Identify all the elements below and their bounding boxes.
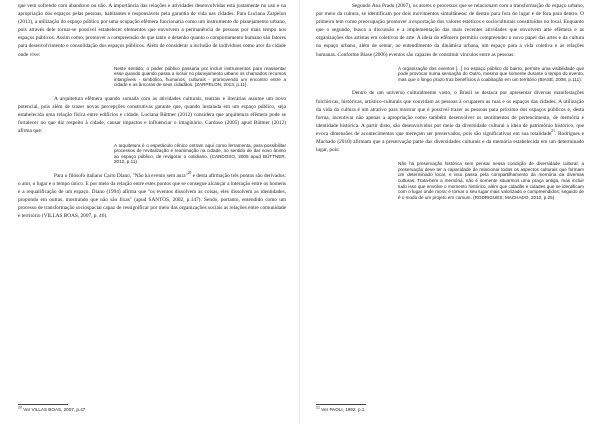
footnote-divider bbox=[316, 404, 366, 405]
block-quote: A arquitetura é o espetáculo cênico entram aqui como ferramenta, para possibilitar processos de revitalização e reanimação na cidade, no sentido de dar novo ânimo ao espaço público, de revigorar o cotidiano. (CARDOSO, 2005 apud BÜTTNER, 2012, p.11). bbox=[114, 142, 286, 165]
right-page bbox=[300, 0, 600, 424]
paragraph-text: . Rodrigues e Machado (2010) afirmam que a preservação parte das diversidades culturais e da memória estabelecida em um determinado lugar, pois: bbox=[316, 130, 584, 154]
body-paragraph: A arquitetura efêmera quando somada com as atividades culturais, teatrais e literárias assume um novo potencial, pois além de trazer novas percepções construtivas garante que, quando instalada em um espaço público, seja estabelecida uma relação física entre edifícios e cidade. Luciana Büttner (2012) considera que arquitetura efêmera pode se fortalecer no que diz respeito à cidade, causar impactos e influenciar o imaginário. Cardoso (2005) apud Büttner (2012) afirma que: bbox=[18, 96, 286, 135]
block-quote: Não há preservação histórica sem pensar nessa condição de diversidade cultural; a preservação deve ter a capacidade de relacionar todas os aspectos culturais que formam um determinado local, e isso passa pela compartilhamento da memória da diversas culturas. Trata-bem a memória, não é somente situarmos uma praça antiga, mas incluir tudo isso que envolve o momento histórico, além que cidadãs e cidades que se identificam com o lugar onde mora; é tornar o seu lugar mais valorizado e compreendidos; seguido de é o modo de um projeto em comum. (RODRIGUES; MACHADO, 2010, p.25) bbox=[398, 161, 584, 200]
block-quote: A organização dos eventos [...] no espaço público do bairro, permite uma visibilidade que pode provocar numa sensação do Outro, mesmo que somente durante o tempo do evento, mas que o longo prazo traz benefícios à coabitação em um território (BIASE, 2006, p.111). bbox=[398, 65, 584, 82]
footnote-number: 20 bbox=[18, 405, 22, 410]
footnote bbox=[316, 407, 364, 413]
body-paragraph bbox=[18, 172, 286, 221]
body-paragraph: que vem sofrendo com abandono ou não. A importância das relações e atividades desenvolvidas está justamente no uso e na apropriação dos espaços pelas pessoas, habitantes e responsáveis pela garantia de vida nas cidades. Para Luciana Zarpelon (2013), a utilização do espaço público por uma ocupação efêmera funcionaria como um instrumento do planejamento urbano, pois através dele tornar-se possível estabelecer elementos que envolvem a permanência de pessoas por mais tempo nos espaços públicos. Assim como, promover a compreensão de que tanto o desenho quanto o comportamento humano são fatores para desenvolvimento e consolidação dos espaços públicos. Além de considerar a inclusão de indivíduos como ator da cidade onde vive: bbox=[18, 3, 286, 58]
footnote-divider bbox=[18, 404, 68, 405]
paragraph-text: Dentro de um universo culturalmente vasto, o Brasil se destaca por apresentar diversas manifestações folclóricas, históricas, artístico-culturais que convidam as pessoas à ocuparem as ruas e os espaços das cidades. A utilização da vida da cultura é um atrativo para mostrar que é possível trazer as pessoas para próximo dos espaços públicos e, desta forma, incentivar não apenas a apropriação como também desenvolver os sentimentos de pertencimento, de memória e identidade histórica. A partir disto, são desenvolvidos por meio da diversidade cultural a ideia de patrimônio histórico, que evoca dimensões de acontecimentos que mereçam ser preservados, pois são significativos em sua totalidade bbox=[316, 90, 584, 137]
paragraph-text: e desta afirmação três pontos são derivados: o ator, o lugar e o tempo único. E por meio da relação entre estes pontos que se consegue alcançar a interação entre os homens e a requalificação de um espaço. Diano (1994) afirma que "os eventos dissolvem as coisas, eles dissolvem as identidades, propondo em outras, mostrando que não são fixas" (apud SANTOS, 2002, p.147). Sendo, portanto, entendido como um processo de transformação sociospacial capaz de ressignificar por meio das organizações sociais as relações entre comunidade e território (VILLAS BOAS, 2007, p. 46). bbox=[18, 172, 287, 220]
footnote-ref[interactable]: 21 bbox=[551, 129, 555, 134]
footnote-ref[interactable]: 20 bbox=[187, 171, 192, 176]
paragraph-text: Para o filósofo italiano Carlo Diano, "Não há evento sem aura" bbox=[54, 172, 188, 179]
footnote-number: 21 bbox=[316, 405, 320, 410]
footnote bbox=[18, 407, 85, 413]
footnote-text: Ver VILLAS BOAS, 2007, p.47 bbox=[22, 407, 86, 412]
body-paragraph bbox=[316, 89, 584, 154]
footnote-text: Ver PAOLI, 1992, p.1 bbox=[320, 407, 365, 412]
body-paragraph: Segundo Ana Prado (2007), os atores e processos que se relacionam com a transformação do espaço urbano, por meio da cultura, se identificam por dois movimentos simultâneos: de dentro para fora do lugar e de fora para dentro. O primeiro tem como preocupação promover a exportação dos valores estéticos e socioculturais constituídos no local. Enquanto que o segundo, busca a discussão e a implementação das mais recentes atividades que envolvem arte efêmera e as organizações dos artistas em coletivos de arte. A ideia do efêmero permitiu compreender o novo papel das artes e da cultura no espaço urbano, além de sentar, ao entendimento da dinâmica urbana, um espaço para a vida coletiva e as relações humanas. Conforme Biase (2006) eventos são capazes de constituir vínculos entre as pessoas: bbox=[316, 3, 584, 58]
block-quote: Neste sentido, o poder público passaria por incluir instrumentos para reassentar esse quando quando passa a incluir no planejamento urbano os chamados recursos intangíveis - simbólico, humanos, culturais - promovendo um encontro entre a cidade e as âncoras de seus cidadãos. (ZARPELON, 2013, p.11). bbox=[114, 65, 286, 88]
